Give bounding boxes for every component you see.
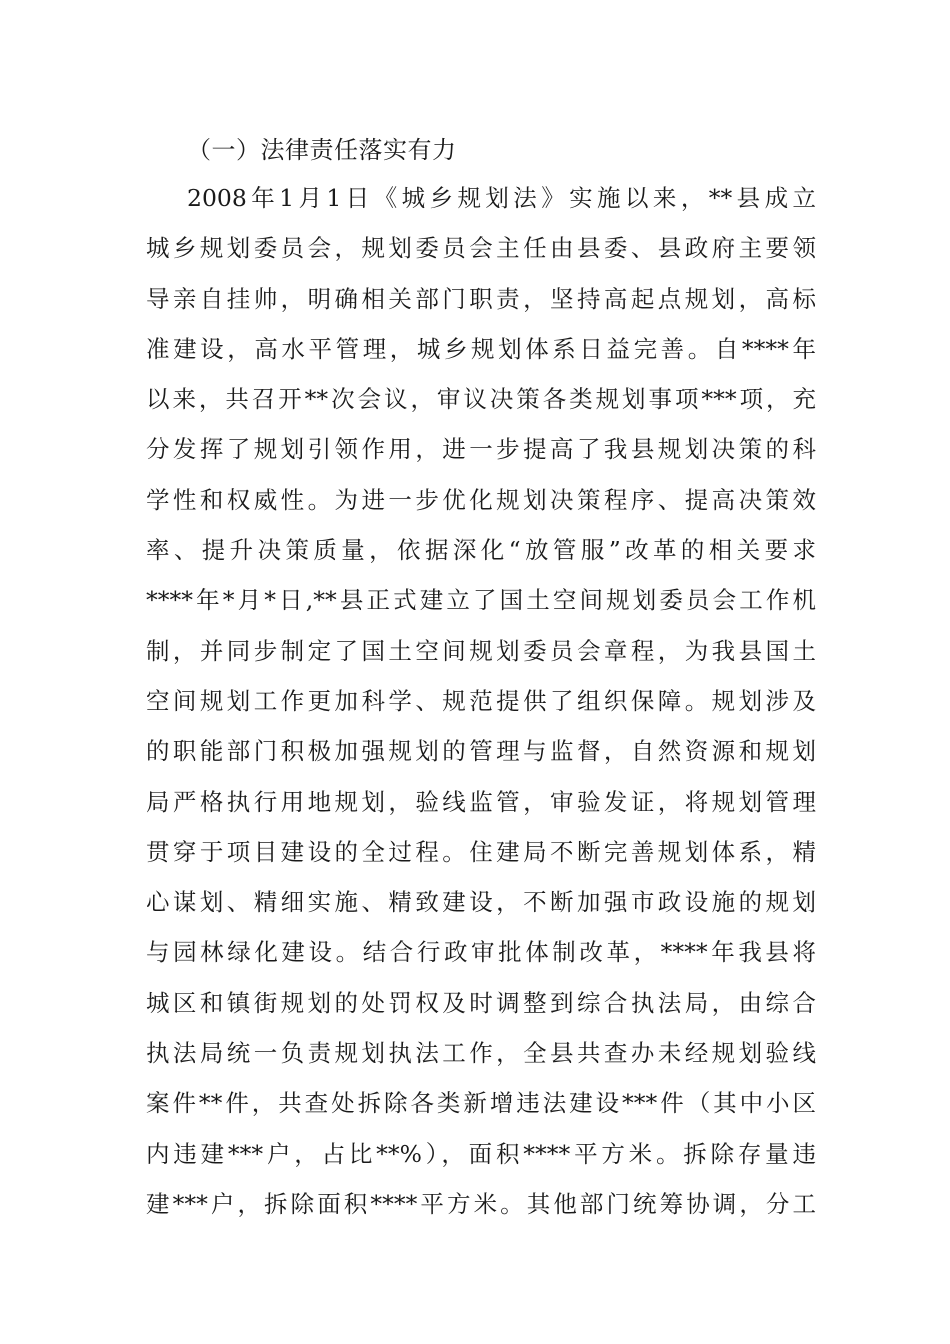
paragraph-line: 执法局统一负责规划执法工作，全县共查办未经规划验线	[146, 1039, 816, 1068]
paragraph-line: 准建设，高水平管理，城乡规划体系日益完善。自****年	[146, 334, 816, 363]
paragraph-line: 学性和权威性。为进一步优化规划决策程序、提高决策效	[146, 485, 816, 514]
paragraph-line: 心谋划、精细实施、精致建设，不断加强市政设施的规划	[146, 888, 816, 917]
paragraph-line: 导亲自挂帅，明确相关部门职责，坚持高起点规划，高标	[146, 284, 816, 313]
section-heading: （一）法律责任落实有力	[187, 136, 457, 164]
paragraph-line: ****年*月*日,**县正式建立了国土空间规划委员会工作机	[146, 586, 816, 615]
paragraph-line: 局严格执行用地规划，验线监管，审验发证，将规划管理	[146, 787, 816, 816]
body-paragraph	[146, 180, 816, 1236]
paragraph-line: 的职能部门积极加强规划的管理与监督，自然资源和规划	[146, 737, 816, 766]
paragraph-line: 率、提升决策质量，依据深化“放管服”改革的相关要求	[146, 536, 816, 565]
paragraph-line: 制，并同步制定了国土空间规划委员会章程，为我县国土	[146, 636, 816, 665]
paragraph-line: 城区和镇街规划的处罚权及时调整到综合执法局，由综合	[146, 988, 816, 1017]
paragraph-line: 内违建***户，占比**%），面积****平方米。拆除存量违	[146, 1139, 816, 1168]
paragraph-line: 2008年1月1日《城乡规划法》实施以来，**县成立	[187, 184, 816, 212]
paragraph-line: 空间规划工作更加科学、规范提供了组织保障。规划涉及	[146, 686, 816, 715]
paragraph-line: 案件**件，共查处拆除各类新增违法建设***件（其中小区	[146, 1089, 816, 1118]
paragraph-line: 贯穿于项目建设的全过程。住建局不断完善规划体系，精	[146, 837, 816, 866]
paragraph-line: 与园林绿化建设。结合行政审批体制改革，****年我县将	[146, 938, 816, 967]
paragraph-line: 城乡规划委员会，规划委员会主任由县委、县政府主要领	[146, 234, 816, 263]
paragraph-line: 建***户，拆除面积****平方米。其他部门统筹协调，分工	[146, 1189, 816, 1218]
paragraph-line: 以来，共召开**次会议，审议决策各类规划事项***项，充	[146, 385, 816, 414]
paragraph-line: 分发挥了规划引领作用，进一步提高了我县规划决策的科	[146, 435, 816, 464]
